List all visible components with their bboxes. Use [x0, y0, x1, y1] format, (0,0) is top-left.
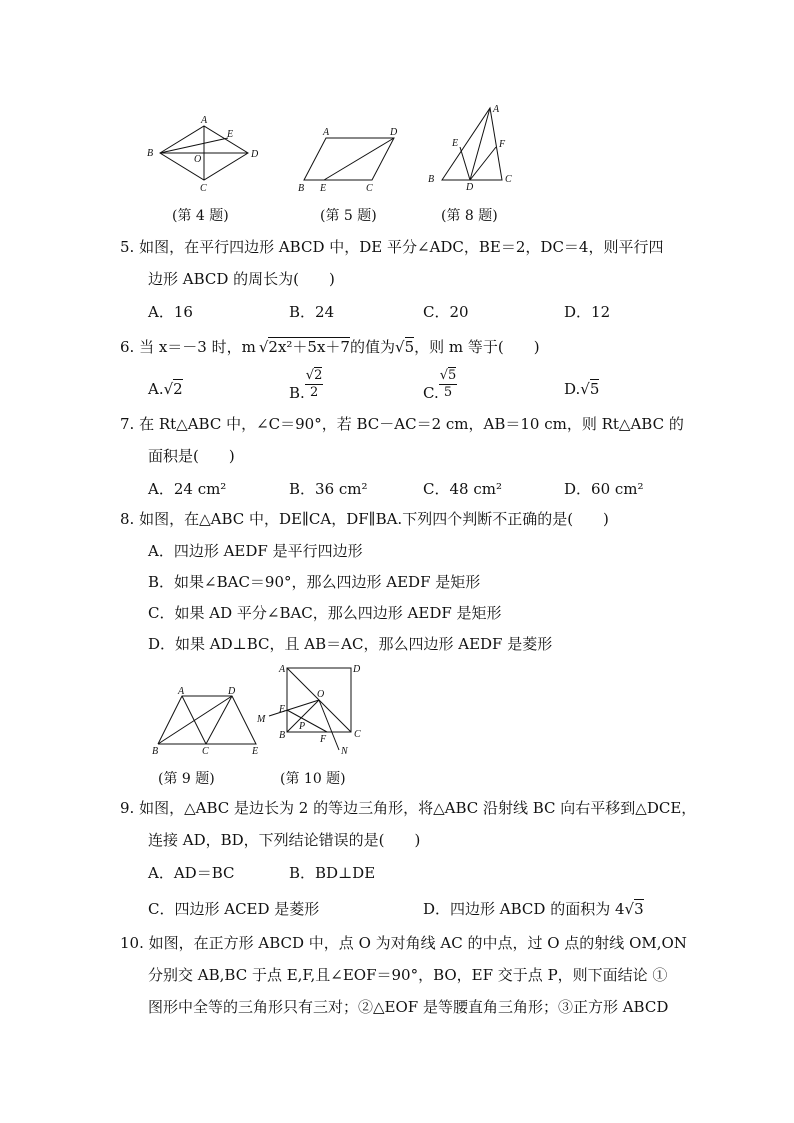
fig5-caption: (第 5 题): [320, 208, 377, 224]
q7-option-c: C．48 cm²: [423, 480, 502, 498]
fig5-label-e: E: [320, 183, 327, 194]
q6-radicand: 2x²＋5x＋7: [268, 338, 350, 356]
q7-line2: 面积是( ): [148, 447, 235, 465]
fig4-label-e: E: [227, 129, 234, 140]
fig10-label-o: O: [317, 689, 325, 700]
q9-line2: 连接 AD，BD，下列结论错误的是( ): [148, 831, 421, 849]
q6-sqrt-expr: √2x²＋5x＋7: [258, 338, 350, 356]
fig9-caption: (第 9 题): [158, 771, 215, 787]
q5-option-b: B．24: [289, 303, 335, 321]
q6-option-c-numerator: √5: [439, 367, 457, 383]
fig8-label-b: B: [428, 174, 435, 185]
fig4-label-b: B: [147, 148, 154, 159]
q6-value-radicand: 5: [404, 338, 415, 356]
q10-line3: 图形中全等的三角形只有三对；②△EOF 是等腰直角三角形；③正方形 ABCD: [148, 998, 669, 1016]
q6-suffix: ，则 m 等于( ): [414, 338, 540, 356]
fig5-label-c: C: [366, 183, 373, 194]
fig9-label-e: E: [252, 746, 259, 757]
fig10-label-p: P: [299, 721, 306, 732]
q9-option-d: [423, 898, 644, 919]
fig10-caption: (第 10 题): [280, 771, 346, 787]
fig8-label-e: E: [452, 138, 459, 149]
q8-option-a: A．四边形 AEDF 是平行四边形: [148, 542, 363, 560]
fig10-label-b: B: [279, 730, 286, 741]
fig4-caption: (第 4 题): [172, 208, 229, 224]
q6-middle: 的值为: [349, 338, 395, 356]
q8-option-c: C．如果 AD 平分∠BAC，那么四边形 AEDF 是矩形: [148, 604, 502, 622]
q7-option-b: B．36 cm²: [289, 480, 368, 498]
q6-option-c-fraction: [439, 368, 458, 401]
q9-line1: 9. 如图，△ABC 是边长为 2 的等边三角形，将△ABC 沿射线 BC 向右平移到△DCE，: [120, 799, 697, 817]
fig10-label-n: N: [341, 746, 348, 757]
q6-prefix: 6. 当 x＝－3 时，m: [120, 338, 256, 356]
q9-option-a: A．AD＝BC: [148, 864, 235, 882]
q6-option-c: [423, 366, 457, 402]
q6-option-a: [148, 380, 183, 398]
figure-10: [255, 660, 370, 760]
q5-option-d: D．12: [564, 303, 611, 321]
fig10-label-c: C: [354, 729, 361, 740]
q10-line2: 分别交 AB,BC 于点 E,F,且∠EOF＝90°，BO，EF 交于点 P，则下面结论 ①: [148, 966, 668, 984]
fig5-label-b: B: [298, 183, 305, 194]
figure-4: [140, 112, 270, 194]
q9-option-d-prefix: D．四边形 ABCD 的面积为 4: [423, 900, 625, 918]
q9-option-d-radicand: 3: [634, 900, 644, 918]
q7-option-d: D．60 cm²: [564, 480, 644, 498]
fig4-label-c: C: [200, 183, 207, 194]
q6-option-c-denominator: 5: [443, 384, 453, 400]
figure-5: [292, 122, 412, 194]
fig4-label-a: A: [201, 115, 208, 126]
fig8-label-f: F: [499, 139, 506, 150]
q6-option-d: [564, 380, 599, 398]
q6-option-b: [289, 366, 323, 402]
fig10-label-a: A: [279, 664, 286, 675]
q6-option-a-value: √2: [163, 380, 183, 398]
figure-8: [424, 100, 524, 192]
q6-stem: [120, 337, 540, 357]
q9-option-c: C．四边形 ACED 是菱形: [148, 900, 320, 918]
q6-option-c-letter: C.: [423, 384, 439, 402]
q6-option-b-fraction: [305, 368, 324, 401]
fig4-label-d: D: [251, 149, 259, 160]
fig8-label-d: D: [466, 182, 474, 192]
fig5-label-a: A: [323, 127, 330, 138]
fig8-caption: (第 8 题): [441, 208, 498, 224]
q6-option-b-denominator: 2: [309, 384, 319, 400]
fig8-label-a: A: [493, 104, 500, 115]
q5-line2: 边形 ABCD 的周长为( ): [148, 270, 335, 288]
q5-option-c: C．20: [423, 303, 469, 321]
q8-option-d: D．如果 AD⊥BC，且 AB＝AC，那么四边形 AEDF 是菱形: [148, 635, 553, 653]
figure-9: [148, 686, 268, 758]
q6-option-d-radicand: 5: [589, 380, 600, 398]
fig10-label-d: D: [353, 664, 361, 675]
q6-option-b-numerator: √2: [305, 367, 323, 383]
q6-option-a-letter: A.: [148, 380, 164, 398]
fig10-label-f: F: [320, 734, 327, 745]
fig5-label-d: D: [390, 127, 398, 138]
q8-line1: 8. 如图，在△ABC 中，DE∥CA，DF∥BA.下列四个判断不正确的是( ): [120, 510, 609, 528]
fig9-label-b: B: [152, 746, 159, 757]
fig4-label-o: O: [194, 154, 202, 165]
q5-line1: 5. 如图，在平行四边形 ABCD 中，DE 平分∠ADC，BE＝2，DC＝4，则平行四: [120, 238, 664, 256]
q6-option-a-radicand: 2: [173, 380, 183, 398]
fig10-label-m: M: [257, 714, 266, 725]
q7-line1: 7. 在 Rt△ABC 中，∠C＝90°，若 BC－AC＝2 cm，AB＝10 cm，则 Rt△ABC 的: [120, 415, 684, 433]
fig9-label-c: C: [202, 746, 209, 757]
q7-option-a: A．24 cm²: [148, 480, 227, 498]
fig10-label-e: E: [279, 704, 286, 715]
fig9-label-a: A: [178, 686, 185, 697]
fig9-label-d: D: [228, 686, 236, 697]
q8-option-b: B．如果∠BAC＝90°，那么四边形 AEDF 是矩形: [148, 573, 481, 591]
q9-option-d-sqrt: √3: [624, 900, 644, 918]
q6-option-d-letter: D.: [564, 380, 581, 398]
q10-line1: 10. 如图，在正方形 ABCD 中，点 O 为对角线 AC 的中点，过 O 点的射线 OM,ON: [120, 934, 687, 952]
fig8-label-c: C: [505, 174, 512, 185]
q6-option-d-value: √5: [580, 380, 600, 398]
q9-option-b: B．BD⊥DE: [289, 864, 376, 882]
q6-value: √5: [395, 338, 415, 356]
q5-option-a: A．16: [148, 303, 193, 321]
q6-option-b-letter: B.: [289, 384, 305, 402]
